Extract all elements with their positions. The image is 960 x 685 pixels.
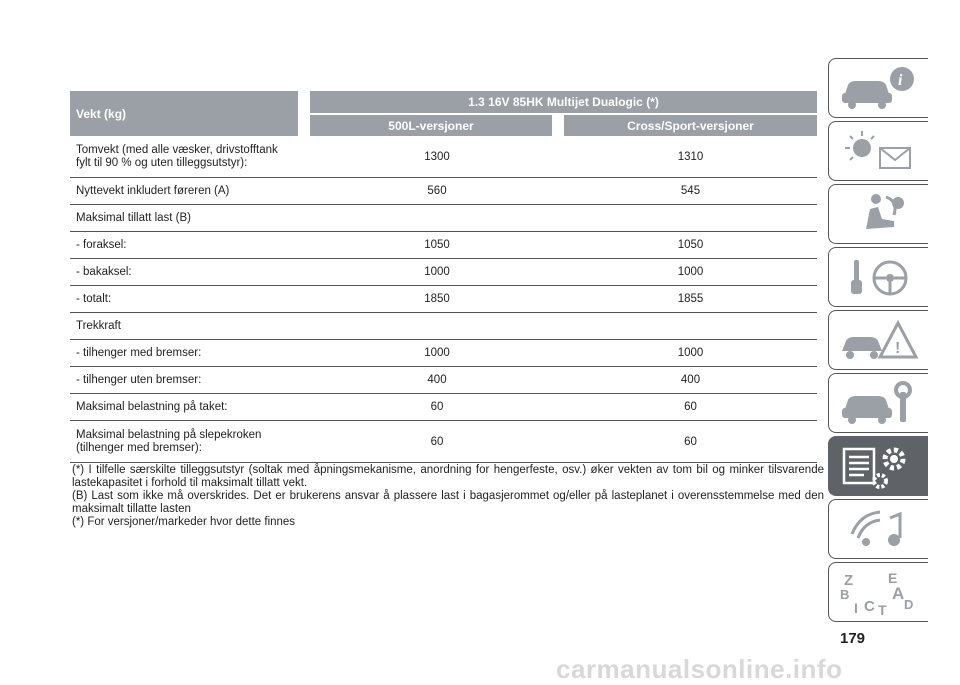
row-label: - bakaksel: [76, 265, 132, 278]
value-500l: 1850 [424, 293, 450, 305]
row-label: - tilhenger uten bremser: [76, 373, 202, 386]
index-letter-z: Z [843, 572, 853, 589]
index-letter-c: C [863, 598, 875, 615]
chapter-tab-1[interactable] [828, 58, 928, 118]
footnotes [72, 464, 824, 530]
value-500l: 560 [427, 185, 447, 197]
footnote-3: (*) For versjoner/markeder hvor dette finnes [72, 516, 296, 528]
value-500l: 400 [427, 374, 447, 386]
value-cross-sport: 1000 [677, 266, 704, 278]
car-info-icon [836, 63, 922, 113]
footnote-2: (B) Last som ikke må overskrides. Det er brukerens ansvar å plassere last i bagasjerommet og/eller på lasteplanet i overensstemmelse med den maksimalt tillatte lasten [72, 490, 824, 515]
index-letter-t: T [877, 602, 887, 617]
radio-music-icon [836, 504, 922, 554]
row-label: Maksimal belastning på slepekroken (tilhenger med bremser): [76, 428, 262, 454]
table-row [70, 421, 817, 463]
value-cross-sport: 1000 [677, 347, 704, 359]
technical-data-gears-icon [836, 441, 922, 491]
value-cross-sport: 545 [680, 185, 701, 197]
value-cross-sport: 1855 [677, 293, 704, 305]
column-header-500l: 500L-versjoner [310, 115, 552, 136]
table-body [70, 136, 817, 463]
svg-text:!: ! [894, 340, 900, 357]
index-letter-e: E [887, 570, 897, 586]
row-label: - foraksel: [76, 238, 127, 251]
index-letter-d: D [903, 597, 913, 612]
index-letter-i: I [853, 600, 858, 616]
chapter-tab-7[interactable] [828, 436, 928, 496]
chapter-tab-6[interactable] [828, 373, 928, 433]
seat-airbag-icon [836, 189, 922, 239]
page-number: 179 [840, 630, 866, 647]
row-label: Tomvekt (med alle væsker, drivstofftank fylt til 90 % og uten tilleggsutstyr): [76, 143, 278, 169]
row-label: - tilhenger med bremser: [76, 346, 202, 359]
value-500l: 60 [430, 435, 444, 448]
table-row [70, 232, 817, 259]
row-label: - totalt: [76, 292, 112, 305]
value-500l: 1050 [424, 239, 450, 251]
column-header-engine: 1.3 16V 85HK Multijet Dualogic (*) [310, 91, 817, 113]
index-letter-b: B [839, 587, 849, 602]
value-500l: 60 [430, 401, 444, 413]
chapter-tab-5[interactable] [828, 310, 928, 370]
column-header-weight: Vekt (kg) [70, 91, 298, 136]
table-row [70, 178, 817, 205]
table-row [70, 205, 817, 232]
value-500l: 1000 [424, 266, 450, 278]
value-cross-sport: 1050 [677, 239, 704, 251]
row-label: Trekkraft [76, 319, 121, 332]
table-row [70, 394, 817, 421]
svg-text:i: i [897, 72, 902, 89]
value-cross-sport: 60 [684, 401, 697, 413]
chapter-tab-3[interactable] [828, 184, 928, 244]
value-cross-sport: 1310 [677, 150, 704, 163]
table-row [70, 286, 817, 313]
column-header-cross-sport: Cross/Sport-versjoner [564, 115, 817, 136]
key-steering-wheel-icon [836, 252, 922, 302]
row-label: Maksimal belastning på taket: [76, 400, 228, 413]
watermark: carmanualsonline.info [556, 654, 843, 684]
chapter-tab-8[interactable] [828, 499, 928, 559]
table-row [70, 340, 817, 367]
weights-table [70, 91, 817, 463]
value-cross-sport: 60 [684, 435, 697, 448]
footnote-1: (*) I tilfelle særskilte tilleggsutstyr (soltak med åpningsmekanisme, anordning for hengerfeste, osv.) øker vekten av tom bil og minker tilsvarende lastekapasitet i forhold til maksimalt tillatt vekt. [72, 464, 824, 489]
chapter-tab-9[interactable] [828, 562, 928, 622]
value-500l: 1300 [424, 150, 450, 163]
index-letter-a: A [891, 584, 904, 603]
value-500l: 1000 [424, 347, 450, 359]
table-row [70, 259, 817, 286]
chapter-tab-2[interactable] [828, 121, 928, 181]
alphabetical-index-icon [836, 567, 922, 617]
row-label: Maksimal tillatt last (B) [76, 211, 192, 224]
table-row [70, 136, 817, 178]
row-label: Nyttevekt inkludert føreren (A) [76, 184, 230, 197]
dashboard-lights-message-icon [836, 126, 922, 176]
table-row [70, 367, 817, 394]
car-maintenance-wrench-icon [836, 378, 922, 428]
table-row [70, 313, 817, 340]
car-crash-warning-icon [836, 315, 922, 365]
table-header [70, 91, 817, 136]
chapter-tab-4[interactable] [828, 247, 928, 307]
value-cross-sport: 400 [680, 374, 701, 386]
